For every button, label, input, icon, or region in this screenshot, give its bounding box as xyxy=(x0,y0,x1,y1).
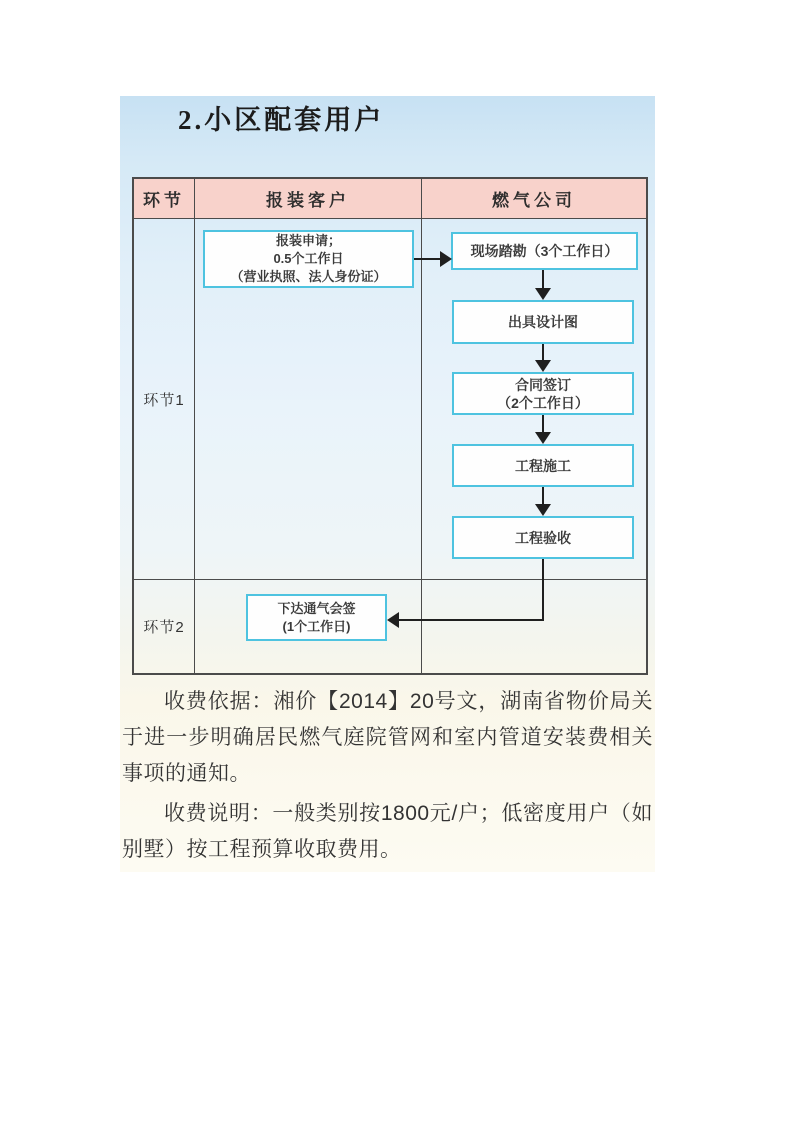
site-survey-box xyxy=(451,232,638,270)
arrow-apply-to-survey-line xyxy=(414,258,442,260)
arrow-survey-to-design-line xyxy=(542,270,544,289)
stage1-label: 环节1 xyxy=(143,391,185,409)
arrow-acceptance-to-sign-hline xyxy=(398,619,544,621)
arrow-apply-to-survey-head-icon xyxy=(440,251,452,267)
fee-basis-paragraph: 收费依据：湘价【2014】20号文，湖南省物价局关于进一步明确居民燃气庭院管网和室内管道安装费相关事项的通知。 xyxy=(122,690,653,785)
contract-signing-box xyxy=(452,372,634,415)
page-title: 2.小区配套用户 xyxy=(178,105,385,135)
apply-box xyxy=(203,230,414,288)
contract-line2: （2个工作日） xyxy=(497,394,589,411)
design-drawing-label: 出具设计图 xyxy=(508,314,578,330)
header-cell-stage: 环节 xyxy=(134,179,195,219)
arrow-construction-to-acceptance-line xyxy=(542,487,544,505)
stage2-cell xyxy=(134,580,195,673)
arrow-acceptance-to-sign-vline xyxy=(542,559,544,621)
gas-supply-sign-line1: 下达通气会签 xyxy=(277,600,356,616)
stage2-label: 环节2 xyxy=(143,619,185,636)
header-cell-customer: 报装客户 xyxy=(195,179,422,219)
arrow-contract-to-construction-line xyxy=(542,415,544,433)
arrow-survey-to-design-head-icon xyxy=(535,288,551,300)
gas-supply-sign-box xyxy=(246,594,387,641)
apply-line2: 0.5个工作日 xyxy=(273,251,344,266)
apply-line1: 报装申请； xyxy=(275,233,341,248)
construction-box xyxy=(452,444,634,487)
stage2-gas-cell xyxy=(422,580,646,673)
acceptance-box xyxy=(452,516,634,559)
design-drawing-box xyxy=(452,300,634,344)
arrow-acceptance-to-sign-head-icon xyxy=(387,612,399,628)
fee-description-paragraph: 收费说明：一般类别按1800元/户；低密度用户（如别墅）按工程预算收取费用。 xyxy=(122,802,653,861)
acceptance-label: 工程验收 xyxy=(515,529,571,546)
arrow-construction-to-acceptance-head-icon xyxy=(535,504,551,516)
contract-line1: 合同签订 xyxy=(515,376,571,393)
gas-supply-sign-line2: (1个工作日) xyxy=(282,618,351,634)
arrow-design-to-contract-head-icon xyxy=(535,360,551,372)
arrow-design-to-contract-line xyxy=(542,344,544,361)
arrow-contract-to-construction-head-icon xyxy=(535,432,551,444)
construction-label: 工程施工 xyxy=(515,457,571,474)
header-cell-gas-company: 燃气公司 xyxy=(422,179,646,219)
stage1-cell xyxy=(134,219,195,580)
site-survey-label: 现场踏勘（3个工作日） xyxy=(470,243,619,259)
apply-line3: （营业执照、法人身份证） xyxy=(230,269,387,284)
fee-notes xyxy=(122,684,653,872)
flowchart-figure xyxy=(120,96,655,872)
